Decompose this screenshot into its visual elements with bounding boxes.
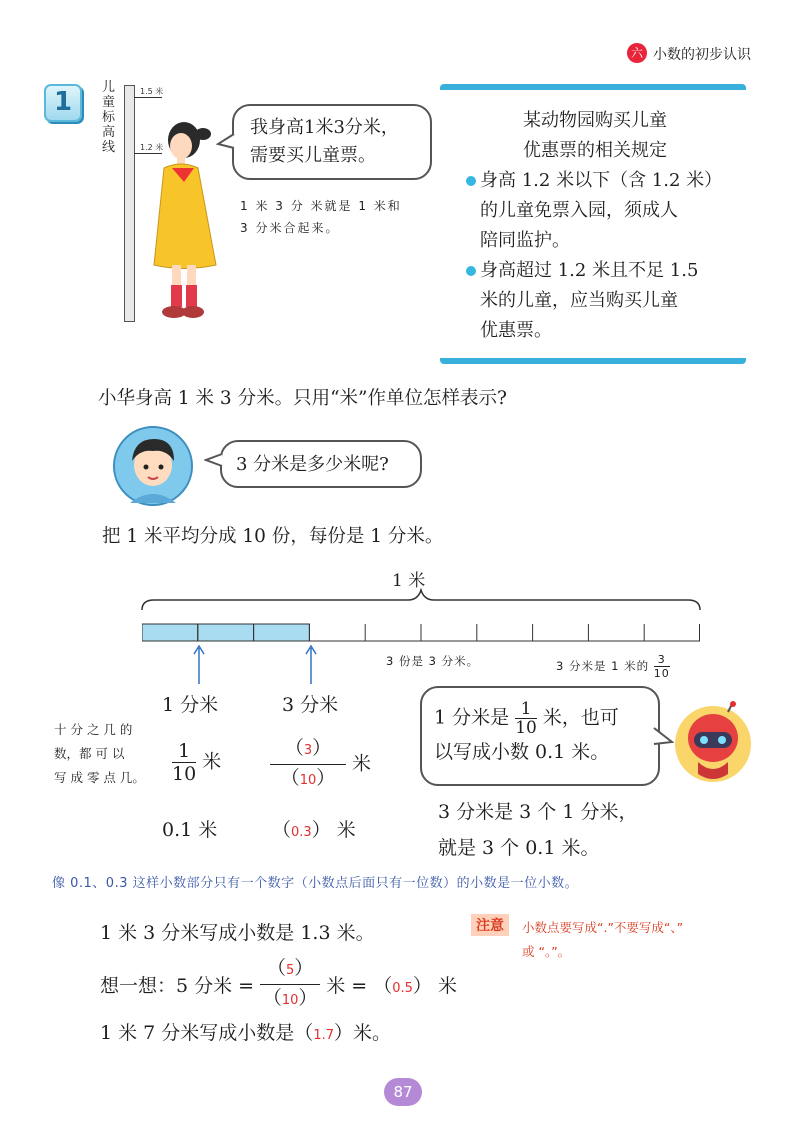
mark-label-mid: 1.2 米: [140, 143, 164, 152]
answer-numerator[interactable]: 5: [286, 963, 295, 978]
rule1-line2: 的儿童免票入园，须成人: [480, 200, 678, 221]
decimal-one-tenth: 0.1 米: [162, 819, 218, 841]
one-meter-label: 1 米: [392, 571, 426, 591]
think-frac: [260, 955, 320, 1014]
note-text: [240, 195, 440, 239]
divide-text: 把 1 米平均分成 10 份，每份是 1 分米。: [102, 526, 444, 547]
last-suffix: 米。: [353, 1022, 392, 1044]
answer-denominator[interactable]: 10: [281, 993, 299, 1008]
rule2-line2: 米的儿童，应当购买儿童: [480, 290, 678, 311]
ruler-filled-segment: [142, 624, 198, 641]
frac-denominator: 10: [172, 763, 197, 785]
frac-denominator: 10: [653, 667, 670, 680]
frac-numerator: 3: [654, 653, 670, 667]
conclusion-line2: 就是 3 个 0.1 米。: [438, 837, 600, 859]
one-meter-brace: [140, 588, 702, 614]
girl-illustration: [150, 120, 230, 325]
mark-label-top: 1.5 米: [140, 87, 164, 96]
ruler-caption-text: 3 分米是 1 米的: [556, 659, 650, 673]
rule2-line1: 身高超过 1.2 米且不足 1.5: [480, 260, 699, 281]
ruler-caption-frac: [654, 653, 670, 680]
fraction-three-tenths: [270, 735, 371, 794]
rule-item-free: [480, 166, 750, 256]
last-exercise: 1 米 7 分米写成小数是（1.7）米。: [100, 1022, 392, 1044]
frac-numerator: （5）: [260, 955, 320, 985]
frac-numerator: 1: [172, 740, 196, 763]
robot-speech-line1: 1 分米是 $\frac{1}{10}$ 米，也可: [434, 699, 619, 738]
rules-title: [455, 106, 735, 166]
unit-meter: 米: [437, 975, 457, 997]
answer-decimal[interactable]: 0.3: [291, 825, 312, 840]
ruler-filled-segment: [254, 624, 310, 641]
answer-numerator[interactable]: 3: [303, 743, 313, 758]
boy-avatar: [112, 425, 194, 507]
ruler-filled-segment: [198, 624, 254, 641]
think-mid: 米 =: [326, 975, 368, 997]
arrow-up-icon: [192, 644, 206, 684]
conclusion-text: [438, 794, 637, 866]
robot-frac: [515, 700, 537, 737]
attention-line1: 小数点要写成“.”不要写成“、”: [522, 920, 684, 935]
decimal-three-tenths: （0.3） 米: [272, 819, 356, 841]
conclusion-line1: 3 分米是 3 个 1 分米，: [438, 801, 638, 823]
meter-ruler: [142, 622, 702, 644]
rules-title-line2: 优惠票的相关规定: [523, 140, 667, 161]
definition-text: 像 0.1、0.3 这样小数部分只有一个数字（小数点后面只有一位数）的小数是一位小数。: [52, 876, 579, 891]
height-pole-label: 儿童标高线: [102, 80, 116, 155]
last-prefix: 1 米 7 分米写成小数是: [100, 1022, 295, 1044]
rules-title-line1: 某动物园购买儿童: [523, 110, 667, 131]
attention-line2: 或 “。”。: [522, 944, 571, 959]
result-text: 1 米 3 分米写成小数是 1.3 米。: [100, 922, 375, 944]
rule1-line1: 身高 1.2 米以下（含 1.2 米）: [480, 170, 723, 191]
rule2-line3: 优惠票。: [480, 320, 552, 341]
unit-meter: 米: [352, 752, 372, 775]
ruler-caption-three-parts: 3 份是 3 分米。: [386, 654, 480, 668]
frac-denominator: 10: [515, 718, 537, 738]
robot-speech-text: [434, 700, 619, 767]
answer-decimal[interactable]: 1.7: [313, 1028, 334, 1043]
frac-numerator: 1: [515, 700, 537, 719]
rule1-line3: 陪同监护。: [480, 230, 570, 251]
answer-denominator[interactable]: 10: [299, 773, 317, 788]
side-note-line1: 十 分 之 几 的: [54, 722, 133, 737]
one-tenth-frac: [172, 740, 196, 785]
label-three-decimeter: 3 分米: [282, 694, 339, 716]
side-note: [54, 718, 145, 790]
example-number-badge: 1: [44, 84, 82, 122]
girl-speech-line2: 需要买儿童票。: [250, 145, 376, 166]
unit-meter: 米: [202, 750, 222, 773]
attention-tag: 注意: [471, 914, 509, 936]
think-exercise: [100, 955, 457, 1014]
answer-decimal[interactable]: 0.5: [392, 981, 413, 996]
side-note-line3: 写 成 零 点 几。: [54, 770, 145, 785]
bullet-icon: [466, 266, 476, 276]
robot-avatar: [672, 700, 754, 786]
fraction-one-tenth: [172, 740, 221, 785]
note-line2: 3 分米合起来。: [240, 221, 340, 235]
rule-item-discount: [480, 256, 750, 346]
note-line1: 1 米 3 分 米就是 1 米和: [240, 199, 402, 213]
three-tenths-frac: [270, 735, 346, 794]
ruler-caption-fraction: [556, 653, 670, 680]
boy-speech-text: 3 分米是多少米呢?: [236, 454, 389, 475]
chapter-badge: 六: [627, 43, 647, 63]
arrow-up-icon: [304, 644, 318, 684]
label-one-decimeter: 1 分米: [162, 694, 219, 716]
chapter-title: 小数的初步认识: [653, 47, 751, 63]
bullet-icon: [466, 176, 476, 186]
height-pole: [124, 85, 135, 322]
think-decimal: （0.5）: [373, 975, 432, 997]
robot-bubble-tail: [652, 726, 674, 748]
robot-speech-line2: 以写成小数 0.1 米。: [434, 741, 610, 763]
girl-speech-line1: 我身高1米3分米，: [250, 117, 399, 138]
girl-bubble-tail: [216, 132, 236, 150]
girl-speech-text: [250, 114, 420, 170]
side-note-line2: 数，都 可 以: [54, 746, 125, 761]
attention-text: [522, 916, 762, 964]
question-text: 小华身高 1 米 3 分米。只用“米”作单位怎样表示?: [98, 388, 507, 409]
page-number: 87: [384, 1078, 422, 1106]
frac-denominator: （10）: [280, 767, 336, 789]
think-prefix: 想一想：5 分米 =: [100, 975, 255, 997]
boy-bubble-tail: [204, 452, 224, 470]
frac-denominator: （10）: [262, 987, 318, 1009]
mark-line-top: [134, 97, 162, 98]
frac-numerator: （3）: [270, 735, 346, 765]
unit-meter: 米: [336, 819, 356, 841]
